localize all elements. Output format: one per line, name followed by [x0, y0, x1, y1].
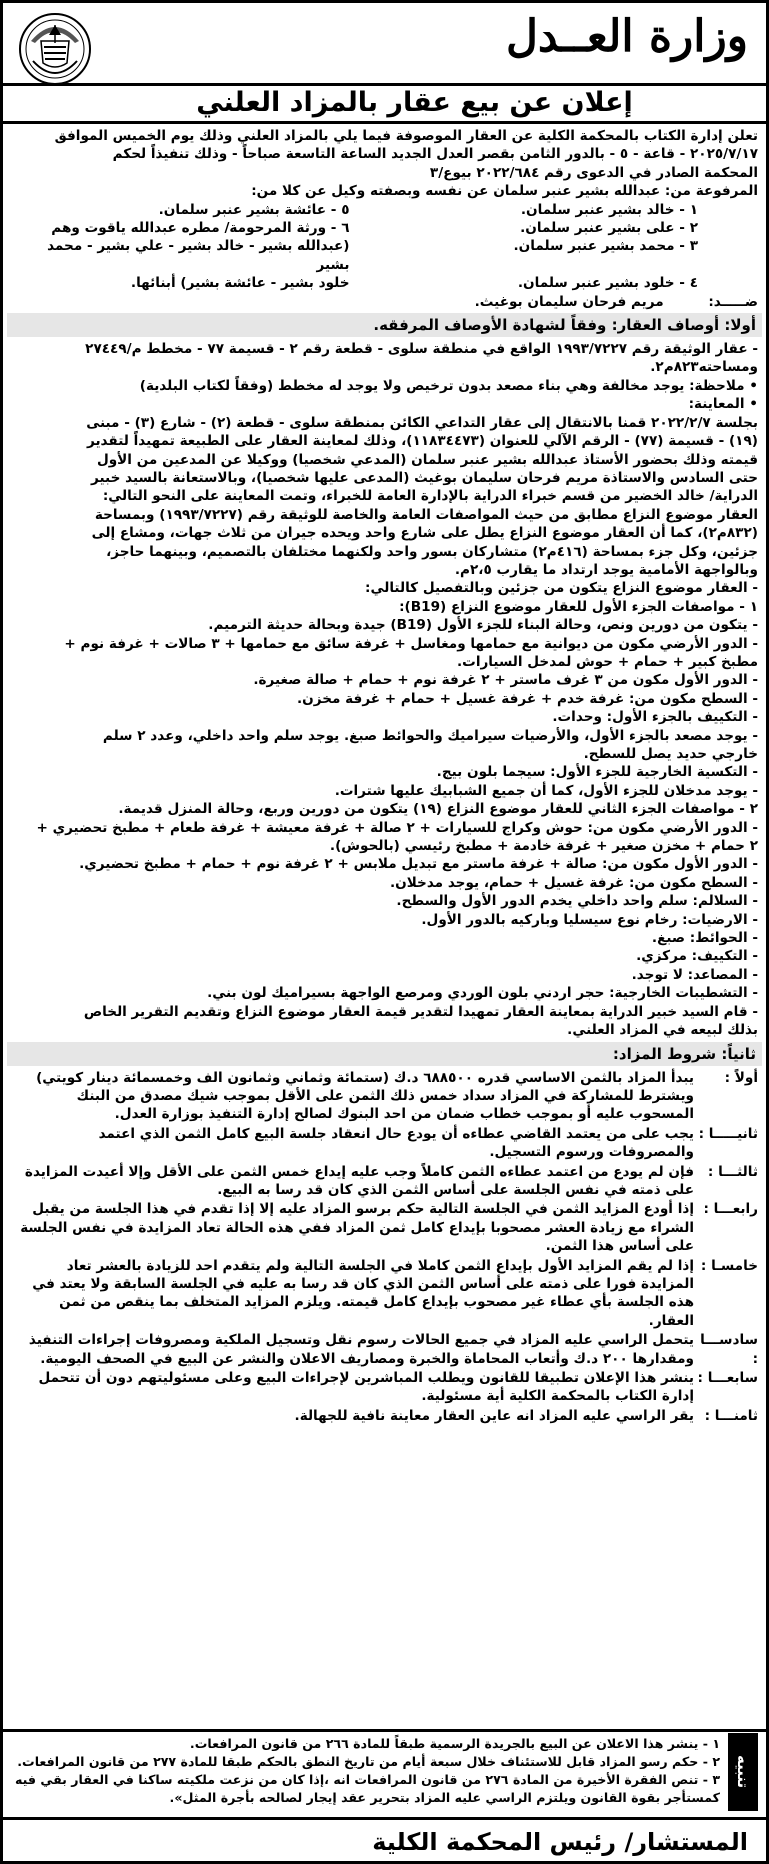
- condition-text: يتحمل الراسي عليه المزاد في جميع الحالات رسوم نقل وتسجيل الملكية ومصروفات إجراءات التنفيذ ومقدارها ٢٠٠ د.ك وأتعاب المحاماة والخبرة ومصاريف الاعلان والنشر عن البيع في الصحف اليومية.: [28, 1332, 694, 1367]
- notes-label: تنبيه: [728, 1733, 758, 1811]
- description-line: ومساحته٨٢٣م٢.: [650, 359, 758, 376]
- condition-item: [11, 1257, 758, 1331]
- condition-label: ثامنـــا :: [704, 1407, 758, 1424]
- plaintiff-label: المرفوعة من:: [664, 183, 758, 200]
- party-item: (عبدالله بشير - خالد بشير - علي بشير - محمد بشير: [47, 238, 350, 273]
- ad-title: إعلان عن بيع عقار بالمزاد العلني: [196, 87, 633, 118]
- divider: [3, 1817, 766, 1820]
- condition-item: [11, 1125, 758, 1162]
- condition-item: [11, 1069, 758, 1124]
- description-line: العقار موضوع النزاع مطابق من حيث المواصفات العامة والخاصة للوثيقة رقم (١٩٩٣/٧٢٢٧) وبمساحة: [94, 506, 758, 523]
- description-line: - السطح مكون من: غرفة غسيل + حمام، يوجد مدخلان.: [389, 874, 758, 891]
- condition-item: [11, 1163, 758, 1200]
- auction-conditions: [11, 1069, 758, 1426]
- description-line: بجلسة ٢٠٢٢/٢/٧ قمنا بالانتقال إلى عقار التداعي الكائن بمنطقة سلوى - قطعة (٢) - شارع (٣) - مبنى: [86, 414, 758, 431]
- party-item: خلود بشير - عائشة بشير) أبنائها.: [130, 275, 350, 292]
- condition-text: يقر الراسي عليه المزاد انه عاين العقار معاينة نافية للجهالة.: [294, 1407, 694, 1424]
- description-line: - الدور الأرضي مكون من: حوش وكراج للسيارات + ٢ صالة + غرفة معيشة + غرفة طعام + مطبخ تحضيري +: [36, 819, 758, 836]
- description-line: - يتكون من دورين ونص، وحالة البناء للجزء الأول (B19) جيدة وبحالة حديثة الترميم.: [208, 617, 758, 634]
- plaintiff-line: [11, 182, 758, 200]
- description-line: - العقار موضوع النزاع يتكون من جزئين وبالتفصيل كالتالي:: [365, 580, 758, 597]
- condition-text: إذا أودع المزايد الثمن في الجلسة التالية حكم برسو المزاد عليه إلا إذا تقدم في هذا الجلسة من يقبل الشراء مع زيادة العشر مصحوبا بإيداع كامل ثمن المزاد ففي هذه الحالة تعاد المزايدة في نفس الجلسة على أساس هذا الثمن.: [20, 1201, 694, 1255]
- description-line: - يوجد مصعد بالجزء الأول، والأرضيات سيراميك والحوائط صبغ. يوجد سلم واحد داخلي، وعدد ٢ سلم: [102, 727, 758, 744]
- condition-label: ثالثـــا :: [707, 1163, 758, 1180]
- description-line: - الدور الأول مكون من ٣ غرف ماستر + ٢ غرفة نوم + حمام + صالة صغيرة.: [253, 672, 758, 689]
- description-line: - التشطيبات الخارجية: حجر اردني بلون الوردي ومرصع الواجهة بسيراميك لون بني.: [207, 985, 758, 1002]
- description-line: - المصاعد: لا توجد.: [631, 966, 758, 983]
- description-line: - يوجد مدخلان للجزء الأول، كما أن جميع الشبابيك عليها شترات.: [334, 782, 758, 799]
- condition-label: سادســـا :: [700, 1332, 758, 1367]
- note-line: ١ - ينشر هذا الاعلان عن البيع بالجريدة الرسمية طبقاً للمادة ٢٦٦ من قانون المرافعات.: [189, 1736, 720, 1751]
- intro-line: تعلن إدارة الكتاب بالمحكمة الكلية عن العقار الموصوفة فيما يلي بالمزاد العلني وذلك يوم الخميس الموافق: [54, 128, 758, 144]
- description-line: ١ - مواصفات الجزء الأول للعقار موضوع النزاع (B19):: [399, 598, 758, 615]
- description-line: - قام السيد خبير الدراية بمعاينة العقار تمهيدا لتقدير قيمة العقار موضوع النزاع وتقديم التقرير الخاص: [83, 1003, 758, 1020]
- description-line: - التكييف بالجزء الأول: وحدات.: [552, 709, 758, 726]
- condition-text: فإن لم يودع من اعتمد عطاءه الثمن كاملاً وجب عليه إيداع خمس الثمن على الأقل وإلا أعيدت المزايدة على ذمته في نفس الجلسة على أساس الثمن الذي كان قد رسا به البيع.: [24, 1163, 694, 1198]
- description-line: مطبخ كبير + حمام + حوش لمدخل السيارات.: [457, 653, 758, 670]
- description-line: (٨٣٢م٢)، كما أن العقار موضوع النزاع يطل على شارع واحد ويحده جيران من ثلاث جهات، ومشاع إلى: [91, 525, 758, 542]
- defendant-text: مريم فرحان سليمان بوغيث.: [474, 293, 664, 310]
- party-list: [11, 201, 758, 293]
- description-line: (١٩) - قسيمة (٧٧) - الرقم الآلي للعنوان (١١٨٣٤٤٧٣)، وذلك لمعاينة العقار على الطبيعة تمهيداً لتقدير: [87, 433, 758, 450]
- notes-box: [11, 1733, 758, 1811]
- description-line: ٢ - مواصفات الجزء الثاني للعقار موضوع النزاع (١٩) يتكون من دورين وربع، وحالة المنزل قديمة.: [118, 801, 758, 818]
- description-line: - الارضيات: رخام نوع سيسليا وباركيه بالدور الأول.: [421, 911, 758, 928]
- divider: [3, 121, 766, 124]
- description-line: - الدور الأول مكون من: صالة + غرفة ماستر مع تبديل ملابس + ٢ غرفة نوم + حمام + مطبخ تحضيري.: [79, 856, 758, 873]
- description-line: بذلك لبيعه في المزاد العلني.: [567, 1022, 758, 1039]
- party-item: ٥ - عائشة بشير عنبر سلمان.: [158, 201, 350, 218]
- description-line: - الدور الأرضي مكون من ديوانية مع حمامها ومغاسل + غرفة سائق مع حمامها + ٣ صالات + غرفة نوم +: [64, 635, 758, 652]
- notes-body: [11, 1733, 728, 1811]
- ad-body: [11, 127, 758, 1426]
- description-line: - الحوائط: صبغ.: [651, 930, 758, 947]
- divider: [3, 1729, 766, 1732]
- condition-item: [11, 1369, 758, 1406]
- signature: المستشار/ رئيس المحكمة الكلية: [372, 1828, 748, 1856]
- header: [3, 3, 766, 85]
- note-line: ٣ - تنص الفقرة الأخيرة من المادة ٢٧٦ من قانون المرافعات انه ،إذا كان من نزعت ملكيته ساكنا في العقار بقي فيه كمستأجر بقوة القانون ويلتزم الراسي عليه المزاد بتحرير عقد إيجار لصالحه بأجرة المثل».: [14, 1772, 720, 1805]
- condition-item: [11, 1200, 758, 1255]
- condition-text: يبدأ المزاد بالثمن الاساسي قدره ٦٨٨٥٠٠ د.ك (ستمائة وثماني وثمانون الف وخمسمائة دينار كويتي) ويشترط للمشاركة في المزاد سداد خمس ذلك الثمن على الأقل بموجب شيك مصدق من البنك المسحوب عليه أو بموجب خطاب ضمان من احد البنوك لصالح إدارة التنفيذ بوزارة العدل.: [36, 1069, 694, 1123]
- party-item: ٦ - ورثة المرحومة/ مطره عبدالله ياقوت وهم: [51, 220, 350, 237]
- description-line: - السلالم: سلم واحد داخلي يخدم الدور الأول والسطح.: [396, 893, 758, 910]
- condition-text: يجب على من يعتمد القاضي عطاءه أن يودع حال انعقاد جلسة البيع كامل الثمن الذي اعتمد والمصروفات ورسوم التسجيل.: [98, 1125, 694, 1161]
- description-line: خارجي حديد يصل للسطح.: [583, 746, 758, 762]
- party-item: ٤ - خلود بشير عنبر سلمان.: [517, 275, 698, 292]
- description-line: الدراية/ خالد الخضير من قسم خبراء الدراية بالإدارة العامة للخبراء، وتمت المعاينة على النحو التالي:: [102, 488, 758, 505]
- party-item: ٢ - على بشير عنبر سلمان.: [520, 220, 698, 237]
- condition-text: إذا لم يقم المزايد الأول بإيداع الثمن كاملا في الجلسة التالية ولم يتقدم احد للزيادة بالعشر تعاد المزايدة فورا على ذمته على أساس الثمن الذي كان قد رسا به عليه في الجلسة السابقة ولا يعتد في هذه الجلسة بأي عطاء غير مصحوب بإيداع كامل قيمته. ويلزم المزايد المتخلف بما ينقص من ثمن العقار.: [32, 1257, 694, 1329]
- description-line: قيمته وذلك بحضور الأستاذ عبدالله بشير عنبر سلمان (المدعي شخصيا) ووكيلا عن المدعين من الأول: [96, 451, 758, 468]
- description-line: • ملاحظة: يوجد مخالفة وهي بناء مصعد بدون ترخيص ولا يوجد له مخطط (وفقاً لكتاب البلدية): [139, 377, 758, 394]
- party-item: ٣ - محمد بشير عنبر سلمان.: [513, 238, 698, 255]
- party-item: ١ - خالد بشير عنبر سلمان.: [520, 201, 698, 218]
- note-line: ٢ - حكم رسو المزاد قابل للاستئناف خلال سبعة أيام من تاريخ النطق بالحكم طبقا للمادة ٢٧٧ من قانون المرافعات.: [17, 1754, 720, 1769]
- ministry-name: وزارة العــدل: [505, 11, 748, 62]
- defendant-line: [11, 293, 758, 311]
- condition-label: سابعـــا :: [697, 1370, 758, 1386]
- description-line: - عقار الوثيقة رقم ١٩٩٣/٧٢٢٧ الواقع في منطقة سلوى - قطعة رقم ٢ - قسيمة ٧٧ - مخطط م/٢٧٤٤٩: [85, 341, 758, 358]
- description-line: • المعاينة:: [688, 396, 758, 413]
- description-line: - التكسية الخارجية للجزء الأول: سيجما بلون بيج.: [436, 764, 758, 781]
- condition-label: ثانيـــــا :: [698, 1125, 758, 1142]
- description-line: ٢ حمام + مخزن صغير + غرفة خادمة + مطبخ رئيسي (بالحوش).: [329, 838, 758, 855]
- defendant-label: ضـــــد:: [708, 293, 758, 310]
- condition-label: خامسـا :: [700, 1257, 758, 1274]
- intro-line: المحكمة الصادر في الدعوى رقم ٢٠٢٢/٦٨٤ بيوع/٣: [429, 164, 758, 181]
- condition-item: [11, 1331, 758, 1368]
- section-title-description: أولا: أوصاف العقار: وفقاً لشهادة الأوصاف المرفقه.: [7, 313, 762, 337]
- description-line: جزئين، وكل جزء بمساحة (٤١٦م٢) متشاركان بسور واحد ولكنهما مختلفان بالتصميم، وبينهما حاجز،: [106, 543, 758, 560]
- kuwait-emblem-icon: [17, 11, 93, 87]
- plaintiff-text: عبدالله بشير عنبر سلمان عن نفسه وبصفته وكيل عن كلا من:: [251, 183, 661, 200]
- section-title-conditions: ثانياً: شروط المزاد:: [7, 1042, 762, 1066]
- condition-label: أولاً :: [724, 1069, 758, 1086]
- description-line: حتى السادس والاستاذة مريم فرحان سليمان بوغيث (المدعى عليها شخصيا)، وبالاستعانة بالسيد خبير: [91, 469, 758, 486]
- description-line: - السطح مكون من: غرفة خدم + غرفة غسيل + حمام + غرفة مخزن.: [297, 690, 758, 707]
- description-line: - التكييف: مركزي.: [636, 948, 758, 965]
- condition-label: رابعـــا :: [703, 1201, 758, 1218]
- description-line: وبالواجهة الأمامية يوجد ارتداد ما يقارب ٢،٥م.: [454, 561, 758, 578]
- intro-line: ٢٠٢٥/٧/١٧ - قاعة - ٥ - بالدور الثامن بقصر العدل الجديد الساعة التاسعة صباحاً - وذلك تنفيذاً لحكم: [112, 146, 758, 163]
- condition-item: [11, 1407, 758, 1425]
- property-description: [11, 340, 758, 1039]
- condition-text: ينشر هذا الإعلان تطبيقا للقانون ويطلب المباشرين لإجراءات البيع وعلى مسئوليتهم دون أن تتحمل إدارة الكتاب بالمحكمة الكلية أية مسئولية.: [38, 1370, 694, 1405]
